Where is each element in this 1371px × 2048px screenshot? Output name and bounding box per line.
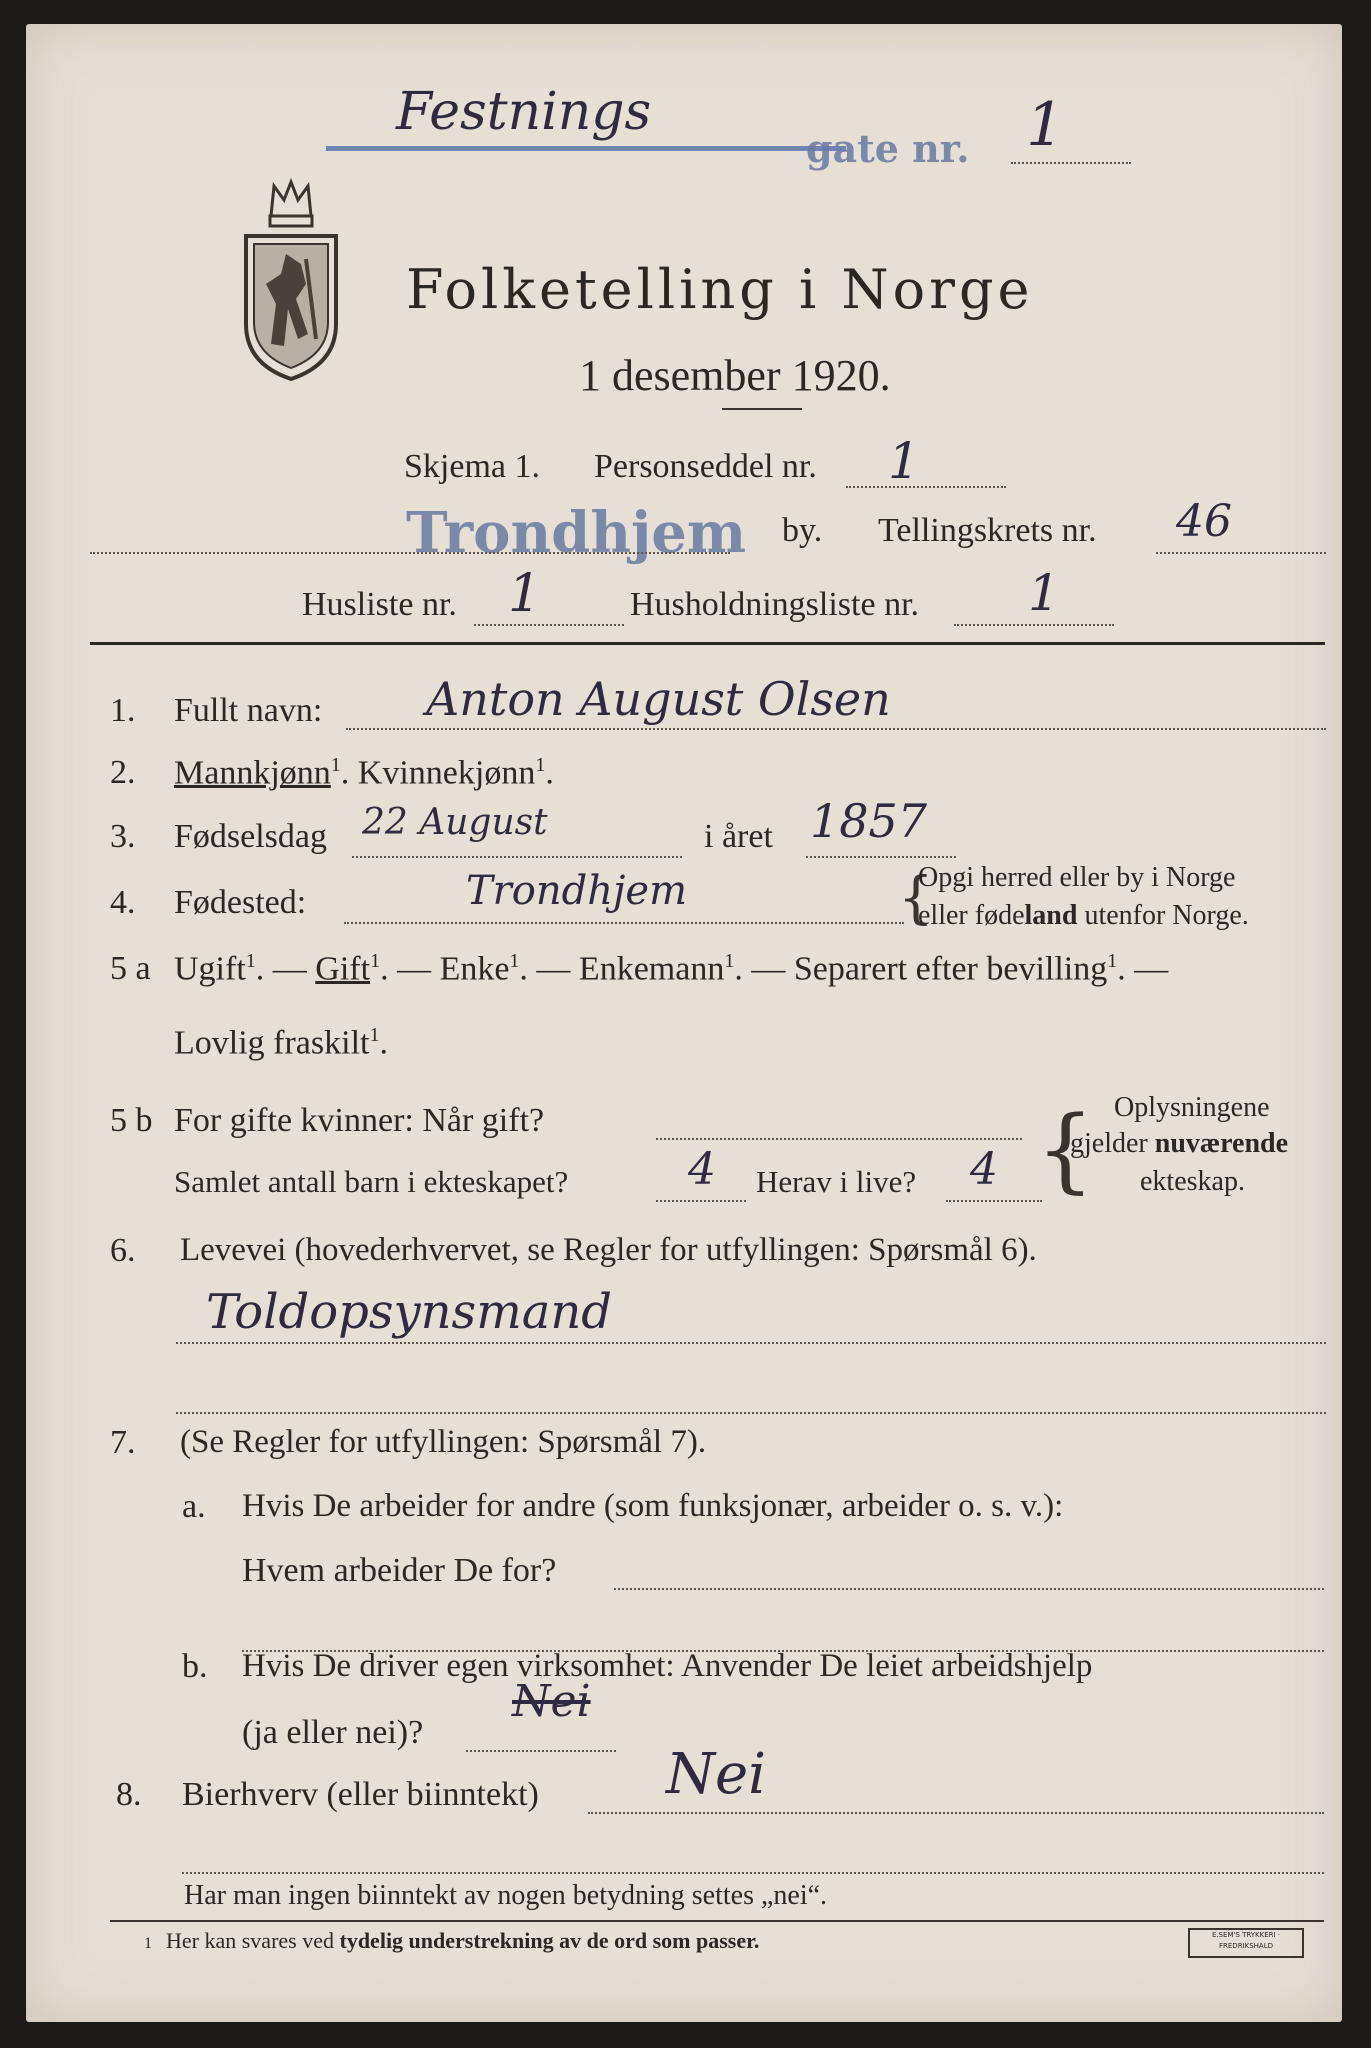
year-label: i året bbox=[704, 818, 773, 855]
q7b-text: Hvis De driver egen virksomhet: Anvender De leiet arbeidshjelp bbox=[242, 1648, 1093, 1684]
children-alive-value: 4 bbox=[970, 1144, 998, 1195]
separert-option: Separert efter bevilling bbox=[793, 950, 1108, 988]
header-divider bbox=[90, 642, 1325, 645]
q7b-number: b. bbox=[182, 1648, 208, 1685]
q7-number: 7. bbox=[110, 1424, 136, 1461]
occupation-value: Toldopsynsmand bbox=[206, 1284, 612, 1340]
street-strikeout-line bbox=[326, 146, 846, 151]
gift-option: Gift bbox=[315, 950, 371, 988]
nei-instruction: Har man ingen biinntekt av nogen betydning settes „nei“. bbox=[184, 1880, 828, 1911]
children-count-value: 4 bbox=[688, 1144, 716, 1195]
husholdningsliste-label: Husholdningsliste nr. bbox=[630, 586, 920, 623]
q6-number: 6. bbox=[110, 1232, 136, 1269]
street-printed-label: gate nr. bbox=[806, 126, 970, 171]
birth-year-value: 1857 bbox=[810, 794, 928, 848]
alive-label: Herav i live? bbox=[756, 1164, 917, 1199]
q3-label: Fødselsdag bbox=[174, 818, 327, 855]
ugift-option: Ugift bbox=[174, 950, 246, 988]
q2-gender: Mannkjønn$^1$. Kvinnekjønn$^1$. bbox=[174, 754, 554, 792]
q3-number: 3. bbox=[110, 818, 136, 855]
q7a-text: Hvis De arbeider for andre (som funksjonær, arbeider o. s. v.): bbox=[242, 1488, 1064, 1524]
tellingskrets-value: 46 bbox=[1176, 496, 1232, 547]
q1-number: 1. bbox=[110, 692, 136, 729]
personseddel-value: 1 bbox=[888, 432, 920, 490]
q8-label: Bierhverv (eller biinntekt) bbox=[182, 1776, 539, 1813]
city-stamp: Trondhjem bbox=[406, 500, 747, 566]
husliste-value: 1 bbox=[508, 564, 542, 624]
q6-label: Levevei (hovederhvervet, se Regler for utfyllingen: Spørsmål 6). bbox=[180, 1232, 1037, 1268]
q5b-number: 5 b bbox=[110, 1102, 153, 1139]
full-name-value: Anton August Olsen bbox=[426, 672, 891, 726]
q7a-number: a. bbox=[182, 1488, 206, 1525]
street-number: 1 bbox=[1026, 90, 1065, 160]
footnote: 1 Her kan svares ved tydelig understrekning av de ord som passer. bbox=[144, 1928, 760, 1953]
q7-label: (Se Regler for utfyllingen: Spørsmål 7). bbox=[180, 1424, 707, 1460]
enkemann-option: Enkemann bbox=[578, 950, 725, 988]
q1-label: Fullt navn: bbox=[174, 692, 323, 729]
by-label: by. bbox=[782, 512, 823, 549]
female-option: Kvinnekjønn bbox=[357, 754, 536, 792]
enke-option: Enke bbox=[439, 950, 510, 988]
husliste-label: Husliste nr. bbox=[302, 586, 457, 623]
q7b-question: (ja eller nei)? bbox=[242, 1714, 424, 1751]
male-option: Mannkjønn bbox=[174, 754, 331, 792]
tellingskrets-label: Tellingskrets nr. bbox=[878, 512, 1097, 549]
skjema-label: Skjema 1. bbox=[404, 448, 540, 485]
q5b-label-1: For gifte kvinner: Når gift? bbox=[174, 1102, 545, 1139]
handwritten-street: Festnings bbox=[396, 82, 652, 142]
q4-label: Fødested: bbox=[174, 884, 307, 921]
q5b-note-1: Oplysningene bbox=[1114, 1092, 1270, 1123]
birth-day-value: 22 August bbox=[362, 802, 548, 843]
birthplace-value: Trondhjem bbox=[466, 868, 688, 914]
q4-note-2: eller fødeland utenfor Norge. bbox=[918, 900, 1249, 931]
personseddel-label: Personseddel nr. bbox=[594, 448, 817, 485]
title-divider bbox=[722, 408, 802, 410]
fraskilt-option: Lovlig fraskilt$^1$. bbox=[174, 1024, 388, 1062]
printer-mark: E.SEM'S TRYKKERI · FREDRIKSHALD bbox=[1188, 1928, 1304, 1958]
census-date: 1 desember 1920. bbox=[579, 351, 891, 400]
form-title: Folketelling i Norge bbox=[406, 258, 1034, 321]
q8-number: 8. bbox=[116, 1776, 142, 1813]
q2-number: 2. bbox=[110, 754, 136, 791]
q5b-note-3: ekteskap. bbox=[1140, 1166, 1245, 1197]
q5b-label-2: Samlet antall barn i ekteskapet? bbox=[174, 1164, 569, 1199]
q7a-question: Hvem arbeider De for? bbox=[242, 1552, 557, 1589]
census-form-sheet: Festnings gate nr. 1 Folketelling i Norge 1 desember 1920. Skjema 1. Personseddel nr. 1 Trondhjem by. Tellingskrets nr. 46 Husliste nr. 1 Husholdningsliste nr. 1 1. Fullt navn: Anton August Olsen 2. Mannkjønn$^1$. Kvinnekjønn$^1$. 3. Fødselsdag 22 August i året 1857 4. Fødested: Trondhjem { Opgi herred eller by i Norge eller fødeland utenfor Norge. 5 a Ugift$^1$. — Gift$^1$. — Enke$^1$. — Enkemann$^1$. — Separert efter bevilling$^1$. — Lovlig fraskilt$^1$. 5 b For gifte kvinner: Når gift? Samlet antall barn i ekteskapet? 4 Herav i live? 4 { Oplysningene gjelder nuværende ekteskap. 6. Levevei (hovederhvervet, se Regler for utfyllingen: Spørsmål 6). Toldopsynsmand 7. (Se Regler for utfyllingen: Spørsmål 7). a. Hvis De arbeider for andre (som funksjonær, arbeider o. s. v.): Hvem arbeider De for? b. Hvis De driver egen virksomhet: Anvender De leiet arbeidshjelp (ja eller nei)? Nei 8. Bierhverv (eller biinntekt) Nei Har man ingen biinntekt av nogen betydning settes „nei“. 1 Her kan svares ved tydelig understrekning av de ord som passer. E.SEM'S TRYKKERI · FREDRIKSHALD bbox=[26, 24, 1342, 2022]
footnote-divider bbox=[110, 1920, 1324, 1922]
hired-help-value: Nei bbox=[512, 1676, 591, 1727]
q4-number: 4. bbox=[110, 884, 136, 921]
husholdningsliste-value: 1 bbox=[1028, 564, 1060, 622]
norway-coat-of-arms-icon bbox=[236, 174, 346, 384]
marital-status-options: Ugift$^1$. — Gift$^1$. — Enke$^1$. — Enkemann$^1$. — Separert efter bevilling$^1$. — bbox=[174, 950, 1169, 988]
q5b-note-2: gjelder nuværende bbox=[1070, 1128, 1289, 1159]
q5a-number: 5 a bbox=[110, 950, 151, 987]
q4-note-1: Opgi herred eller by i Norge bbox=[918, 862, 1236, 893]
side-income-value: Nei bbox=[666, 1742, 767, 1807]
